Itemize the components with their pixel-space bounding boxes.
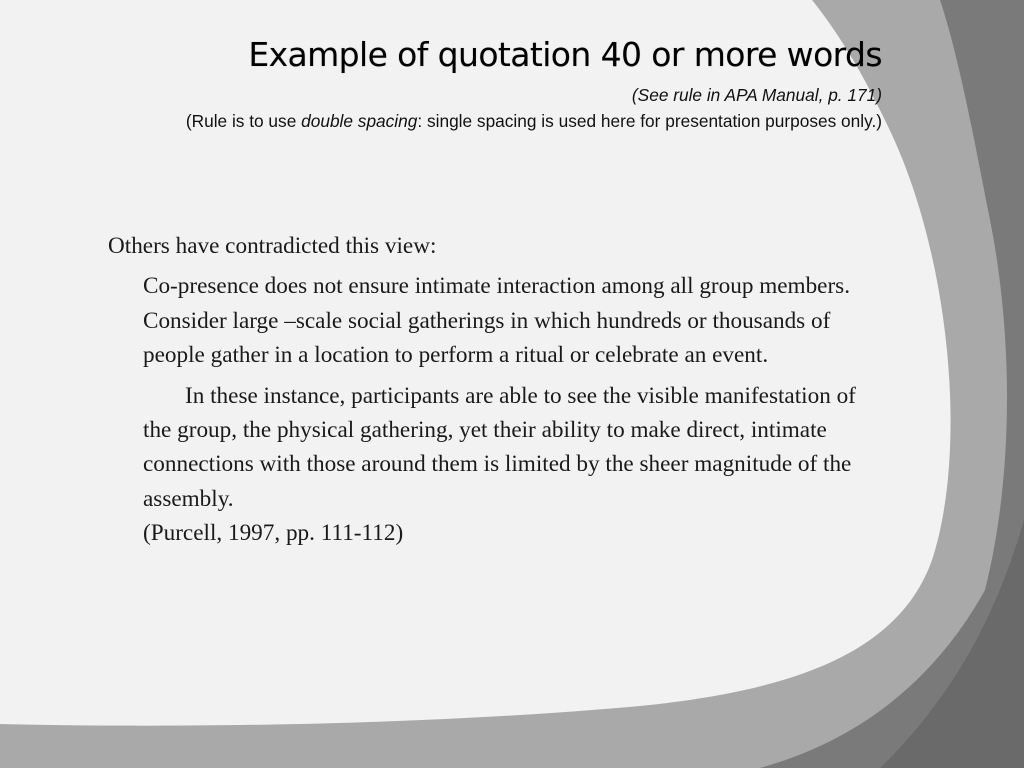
slide-title: Example of quotation 40 or more words: [248, 35, 882, 74]
rule-suffix: : single spacing is used here for presentation purposes only.): [417, 110, 882, 131]
slide-subtitle: [40, 83, 882, 134]
rule-emphasis: double spacing: [301, 110, 418, 131]
spacing-rule-note: [40, 109, 882, 135]
block-quote-paragraph-2: In these instance, participants are able to see the visible manifestation of the group, the physical gathering, yet their ability to make direct, intimate connections with those around them is limited by the sheer magnitude of the assembly.: [143, 382, 856, 512]
apa-reference: (See rule in APA Manual, p. 171): [631, 85, 882, 105]
slide-body: [108, 229, 868, 551]
block-quote-paragraph-1: Co-presence does not ensure intimate interaction among all group members. Consider large –scale social gatherings in which hundreds or thousands of people gather in a location to perform a ritual or celebrate an event.: [143, 273, 851, 369]
citation: (Purcell, 1997, pp. 111-112): [143, 520, 404, 547]
intro-sentence: Others have contradicted this view:: [108, 233, 437, 259]
rule-prefix: (Rule is to use: [185, 110, 302, 131]
